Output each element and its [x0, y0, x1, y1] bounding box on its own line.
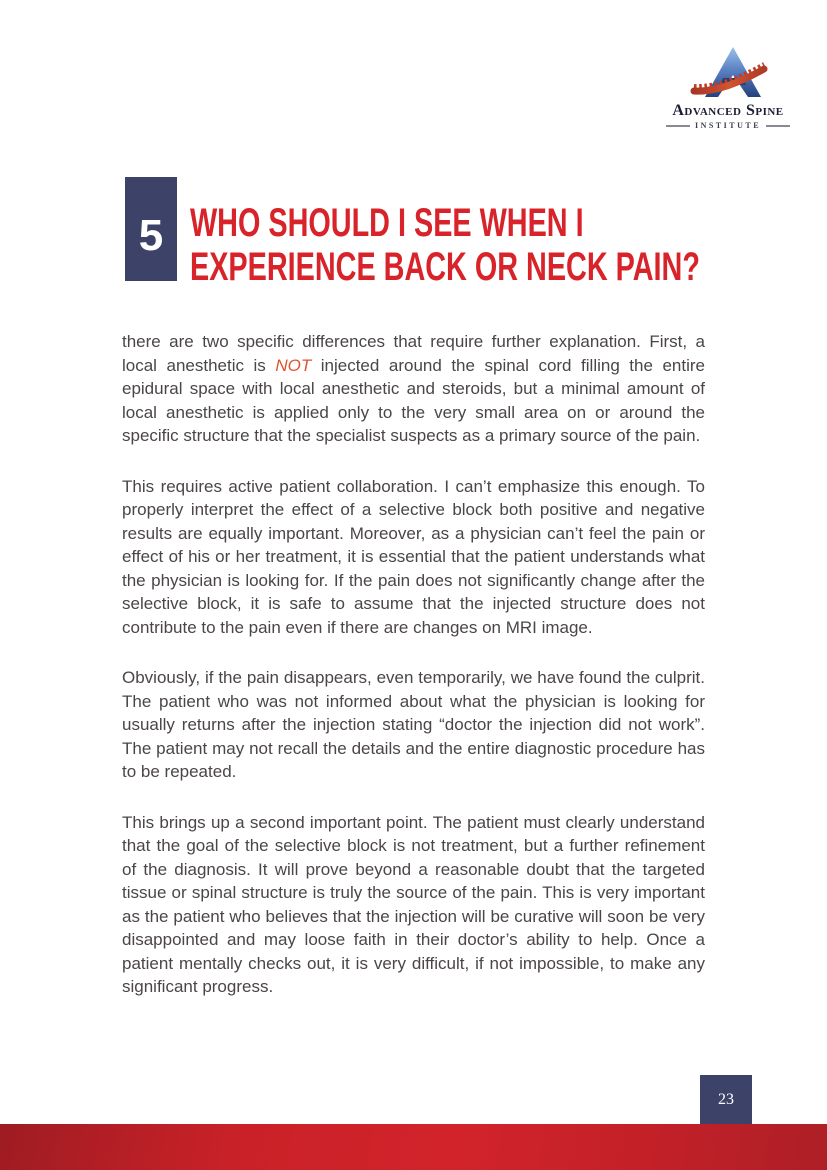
chapter-number-badge: 5: [125, 177, 177, 281]
body-paragraph: This requires active patient collaboration. I can’t emphasize this enough. To properly interpret the effect of a selective block both positive and negative results are equally important. Moreover, as a physician can’t feel the pain or effect of his or her treatment, it is essential that the patient understands what the physician is looking for. If the pain does not significantly change after the selective block, it is safe to assume that the injected structure does not contribute to the pain even if there are changes on MRI image.: [122, 476, 705, 637]
chapter-title-line1: WHO SHOULD I SEE WHEN I: [190, 201, 584, 245]
chapter-title: [190, 201, 700, 289]
page-number-badge: 23: [700, 1075, 752, 1125]
body-paragraph: [122, 330, 705, 448]
body-paragraph: Obviously, if the pain disappears, even temporarily, we have found the culprit. The patient who was not informed about what the physician is looking for usually returns after the injection stating “doctor the injection did not work”. The patient may not recall the details and the entire diagnostic procedure has to be repeated.: [122, 668, 705, 781]
brand-subtitle: [658, 121, 798, 130]
emphasis-not: NOT: [275, 355, 312, 375]
paragraph-text: injected around the spinal cord filling the entire epidural space with local anesthetic and steroids, but a minimal amount of local anesthetic is applied only to the very small area on or around the specific structure that the specialist suspects as a primary source of the pain.: [122, 355, 705, 445]
body-copy: [122, 330, 705, 999]
paragraph-text: there are two specific differences that require further explanation. First, a local anesthetic is: [122, 332, 705, 375]
brand-subtitle-label: INSTITUTE: [694, 121, 762, 130]
spine-logo-icon: [661, 45, 796, 99]
brand-name: Advanced Spine: [672, 102, 784, 119]
body-paragraph: This brings up a second important point. The patient must clearly understand that the goal of the selective block is not treatment, but a further refinement of the diagnosis. It will prove beyond a reasonable doubt that the targeted tissue or spinal structure is truly the source of the pain. This is very important as the patient who believes that the injection will be curative will soon be very disappointed and may loose faith in their doctor’s ability to help. Once a patient mentally checks out, it is very difficult, if not impossible, to make any significant progress.: [122, 812, 705, 996]
chapter-title-line2: EXPERIENCE BACK OR NECK PAIN?: [190, 245, 700, 289]
footer-bar: [0, 1124, 827, 1170]
divider-line: [766, 125, 790, 127]
divider-line: [666, 125, 690, 127]
logo: [658, 45, 798, 130]
